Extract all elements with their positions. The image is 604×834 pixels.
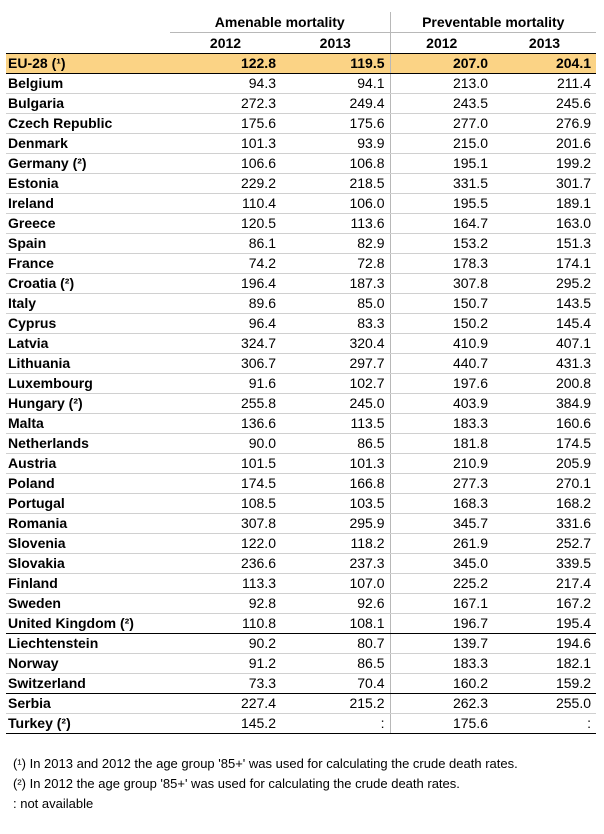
cell-value: 70.4 bbox=[281, 674, 390, 694]
row-label: United Kingdom (²) bbox=[6, 614, 170, 634]
cell-value: 106.8 bbox=[281, 154, 390, 174]
table-row bbox=[6, 314, 596, 334]
cell-value: 210.9 bbox=[390, 454, 493, 474]
cell-value: 243.5 bbox=[390, 94, 493, 114]
row-label: Malta bbox=[6, 414, 170, 434]
cell-value: 237.3 bbox=[281, 554, 390, 574]
cell-value: 168.3 bbox=[390, 494, 493, 514]
cell-value: 295.2 bbox=[493, 274, 596, 294]
table-row bbox=[6, 94, 596, 114]
row-label: Latvia bbox=[6, 334, 170, 354]
cell-value: 307.8 bbox=[170, 514, 281, 534]
row-label: Luxembourg bbox=[6, 374, 170, 394]
cell-value: 301.7 bbox=[493, 174, 596, 194]
row-label: Norway bbox=[6, 654, 170, 674]
cell-value: 211.4 bbox=[493, 74, 596, 94]
cell-value: 217.4 bbox=[493, 574, 596, 594]
cell-value: 183.3 bbox=[390, 654, 493, 674]
table-row bbox=[6, 554, 596, 574]
cell-value: 164.7 bbox=[390, 214, 493, 234]
cell-value: 255.8 bbox=[170, 394, 281, 414]
header-year: 2013 bbox=[281, 33, 390, 54]
cell-value: 189.1 bbox=[493, 194, 596, 214]
row-label: Lithuania bbox=[6, 354, 170, 374]
cell-value: 107.0 bbox=[281, 574, 390, 594]
cell-value: 277.0 bbox=[390, 114, 493, 134]
cell-value: 108.1 bbox=[281, 614, 390, 634]
cell-value: 196.7 bbox=[390, 614, 493, 634]
cell-value: 384.9 bbox=[493, 394, 596, 414]
row-label: Belgium bbox=[6, 74, 170, 94]
table-row bbox=[6, 434, 596, 454]
table-row bbox=[6, 534, 596, 554]
table-row bbox=[6, 694, 596, 714]
row-label: Denmark bbox=[6, 134, 170, 154]
cell-value: 136.6 bbox=[170, 414, 281, 434]
cell-value: 320.4 bbox=[281, 334, 390, 354]
row-label: Poland bbox=[6, 474, 170, 494]
row-label: Switzerland bbox=[6, 674, 170, 694]
cell-value: 187.3 bbox=[281, 274, 390, 294]
cell-value: 174.5 bbox=[493, 434, 596, 454]
header-year: 2012 bbox=[390, 33, 493, 54]
cell-value: 276.9 bbox=[493, 114, 596, 134]
table-row bbox=[6, 354, 596, 374]
cell-value: 331.6 bbox=[493, 514, 596, 534]
cell-value: 261.9 bbox=[390, 534, 493, 554]
table-row bbox=[6, 154, 596, 174]
cell-value: 119.5 bbox=[281, 54, 390, 74]
cell-value: 175.6 bbox=[170, 114, 281, 134]
cell-value: 174.5 bbox=[170, 474, 281, 494]
row-label: Bulgaria bbox=[6, 94, 170, 114]
table-row bbox=[6, 494, 596, 514]
cell-value: 153.2 bbox=[390, 234, 493, 254]
cell-value: 168.2 bbox=[493, 494, 596, 514]
cell-value: 120.5 bbox=[170, 214, 281, 234]
cell-value: 255.0 bbox=[493, 694, 596, 714]
eu-row bbox=[6, 54, 596, 74]
cell-value: 440.7 bbox=[390, 354, 493, 374]
cell-value: 163.0 bbox=[493, 214, 596, 234]
table-row bbox=[6, 654, 596, 674]
row-label: Netherlands bbox=[6, 434, 170, 454]
cell-value: 331.5 bbox=[390, 174, 493, 194]
table-row bbox=[6, 254, 596, 274]
table-body bbox=[6, 54, 596, 734]
cell-value: 236.6 bbox=[170, 554, 281, 574]
cell-value: 139.7 bbox=[390, 634, 493, 654]
row-label: EU-28 (¹) bbox=[6, 54, 170, 74]
cell-value: 90.2 bbox=[170, 634, 281, 654]
cell-value: 160.6 bbox=[493, 414, 596, 434]
cell-value: 270.1 bbox=[493, 474, 596, 494]
cell-value: 122.8 bbox=[170, 54, 281, 74]
cell-value: 181.8 bbox=[390, 434, 493, 454]
header-year: 2013 bbox=[493, 33, 596, 54]
cell-value: 113.6 bbox=[281, 214, 390, 234]
header-year: 2012 bbox=[170, 33, 281, 54]
cell-value: 175.6 bbox=[281, 114, 390, 134]
row-label: Croatia (²) bbox=[6, 274, 170, 294]
cell-value: 196.4 bbox=[170, 274, 281, 294]
cell-value: 101.3 bbox=[281, 454, 390, 474]
cell-value: 205.9 bbox=[493, 454, 596, 474]
cell-value: 297.7 bbox=[281, 354, 390, 374]
cell-value: 96.4 bbox=[170, 314, 281, 334]
table-row bbox=[6, 194, 596, 214]
cell-value: 204.1 bbox=[493, 54, 596, 74]
cell-value: 272.3 bbox=[170, 94, 281, 114]
table-row bbox=[6, 174, 596, 194]
cell-value: 102.7 bbox=[281, 374, 390, 394]
cell-value: 277.3 bbox=[390, 474, 493, 494]
cell-value: 249.4 bbox=[281, 94, 390, 114]
cell-value: 74.2 bbox=[170, 254, 281, 274]
cell-value: 85.0 bbox=[281, 294, 390, 314]
table-row bbox=[6, 514, 596, 534]
cell-value: 199.2 bbox=[493, 154, 596, 174]
cell-value: : bbox=[493, 714, 596, 734]
cell-value: 195.5 bbox=[390, 194, 493, 214]
row-label: Serbia bbox=[6, 694, 170, 714]
row-label: Sweden bbox=[6, 594, 170, 614]
cell-value: 166.8 bbox=[281, 474, 390, 494]
cell-value: 150.7 bbox=[390, 294, 493, 314]
cell-value: 183.3 bbox=[390, 414, 493, 434]
row-label: Cyprus bbox=[6, 314, 170, 334]
header-preventable-mortality: Preventable mortality bbox=[390, 12, 596, 33]
table-row bbox=[6, 674, 596, 694]
cell-value: 83.3 bbox=[281, 314, 390, 334]
cell-value: 403.9 bbox=[390, 394, 493, 414]
cell-value: 72.8 bbox=[281, 254, 390, 274]
cell-value: 108.5 bbox=[170, 494, 281, 514]
cell-value: 86.5 bbox=[281, 654, 390, 674]
cell-value: 410.9 bbox=[390, 334, 493, 354]
row-label: Slovenia bbox=[6, 534, 170, 554]
cell-value: 160.2 bbox=[390, 674, 493, 694]
cell-value: 201.6 bbox=[493, 134, 596, 154]
cell-value: 195.4 bbox=[493, 614, 596, 634]
row-label: Austria bbox=[6, 454, 170, 474]
cell-value: 178.3 bbox=[390, 254, 493, 274]
cell-value: : bbox=[281, 714, 390, 734]
table-row bbox=[6, 614, 596, 634]
table-row bbox=[6, 74, 596, 94]
row-label: Portugal bbox=[6, 494, 170, 514]
mortality-table bbox=[6, 12, 596, 734]
cell-value: 227.4 bbox=[170, 694, 281, 714]
cell-value: 218.5 bbox=[281, 174, 390, 194]
cell-value: 167.2 bbox=[493, 594, 596, 614]
header-amenable-mortality: Amenable mortality bbox=[170, 12, 390, 33]
cell-value: 339.5 bbox=[493, 554, 596, 574]
table-row bbox=[6, 114, 596, 134]
table-row bbox=[6, 134, 596, 154]
cell-value: 110.4 bbox=[170, 194, 281, 214]
cell-value: 103.5 bbox=[281, 494, 390, 514]
cell-value: 113.3 bbox=[170, 574, 281, 594]
cell-value: 150.2 bbox=[390, 314, 493, 334]
table-row bbox=[6, 414, 596, 434]
cell-value: 145.4 bbox=[493, 314, 596, 334]
table-row bbox=[6, 334, 596, 354]
cell-value: 324.7 bbox=[170, 334, 281, 354]
cell-value: 167.1 bbox=[390, 594, 493, 614]
cell-value: 174.1 bbox=[493, 254, 596, 274]
table-row bbox=[6, 634, 596, 654]
cell-value: 245.6 bbox=[493, 94, 596, 114]
row-label: Slovakia bbox=[6, 554, 170, 574]
footnotes bbox=[13, 754, 593, 814]
cell-value: 307.8 bbox=[390, 274, 493, 294]
cell-value: 80.7 bbox=[281, 634, 390, 654]
table-header bbox=[6, 12, 596, 54]
cell-value: 197.6 bbox=[390, 374, 493, 394]
cell-value: 245.0 bbox=[281, 394, 390, 414]
table-row bbox=[6, 474, 596, 494]
table-row bbox=[6, 374, 596, 394]
table-row bbox=[6, 454, 596, 474]
cell-value: 90.0 bbox=[170, 434, 281, 454]
cell-value: 122.0 bbox=[170, 534, 281, 554]
table-row bbox=[6, 574, 596, 594]
header-blank bbox=[6, 12, 170, 33]
table-row bbox=[6, 394, 596, 414]
table-row bbox=[6, 214, 596, 234]
cell-value: 159.2 bbox=[493, 674, 596, 694]
cell-value: 213.0 bbox=[390, 74, 493, 94]
cell-value: 145.2 bbox=[170, 714, 281, 734]
cell-value: 407.1 bbox=[493, 334, 596, 354]
cell-value: 262.3 bbox=[390, 694, 493, 714]
cell-value: 73.3 bbox=[170, 674, 281, 694]
footnote-2: (²) In 2012 the age group '85+' was used for calculating the crude death rates. bbox=[13, 776, 460, 791]
cell-value: 151.3 bbox=[493, 234, 596, 254]
row-label: Estonia bbox=[6, 174, 170, 194]
table-row bbox=[6, 714, 596, 734]
row-label: Finland bbox=[6, 574, 170, 594]
cell-value: 106.0 bbox=[281, 194, 390, 214]
cell-value: 252.7 bbox=[493, 534, 596, 554]
cell-value: 345.7 bbox=[390, 514, 493, 534]
cell-value: 92.6 bbox=[281, 594, 390, 614]
row-label: Italy bbox=[6, 294, 170, 314]
cell-value: 194.6 bbox=[493, 634, 596, 654]
footnote-1: (¹) In 2013 and 2012 the age group '85+' was used for calculating the crude death rates. bbox=[13, 756, 518, 771]
cell-value: 106.6 bbox=[170, 154, 281, 174]
row-label: Turkey (²) bbox=[6, 714, 170, 734]
row-label: Greece bbox=[6, 214, 170, 234]
row-label: Spain bbox=[6, 234, 170, 254]
cell-value: 229.2 bbox=[170, 174, 281, 194]
row-label: Ireland bbox=[6, 194, 170, 214]
cell-value: 113.5 bbox=[281, 414, 390, 434]
cell-value: 431.3 bbox=[493, 354, 596, 374]
cell-value: 175.6 bbox=[390, 714, 493, 734]
table-row bbox=[6, 294, 596, 314]
table-row bbox=[6, 274, 596, 294]
row-label: Hungary (²) bbox=[6, 394, 170, 414]
row-label: Liechtenstein bbox=[6, 634, 170, 654]
cell-value: 195.1 bbox=[390, 154, 493, 174]
row-label: Czech Republic bbox=[6, 114, 170, 134]
cell-value: 101.3 bbox=[170, 134, 281, 154]
row-label: France bbox=[6, 254, 170, 274]
cell-value: 94.1 bbox=[281, 74, 390, 94]
cell-value: 200.8 bbox=[493, 374, 596, 394]
cell-value: 182.1 bbox=[493, 654, 596, 674]
cell-value: 306.7 bbox=[170, 354, 281, 374]
cell-value: 110.8 bbox=[170, 614, 281, 634]
cell-value: 118.2 bbox=[281, 534, 390, 554]
cell-value: 101.5 bbox=[170, 454, 281, 474]
cell-value: 82.9 bbox=[281, 234, 390, 254]
cell-value: 143.5 bbox=[493, 294, 596, 314]
cell-value: 86.5 bbox=[281, 434, 390, 454]
cell-value: 91.6 bbox=[170, 374, 281, 394]
cell-value: 89.6 bbox=[170, 294, 281, 314]
cell-value: 86.1 bbox=[170, 234, 281, 254]
cell-value: 94.3 bbox=[170, 74, 281, 94]
row-label: Germany (²) bbox=[6, 154, 170, 174]
header-blank-year bbox=[6, 33, 170, 54]
table-row bbox=[6, 594, 596, 614]
cell-value: 295.9 bbox=[281, 514, 390, 534]
cell-value: 92.8 bbox=[170, 594, 281, 614]
cell-value: 215.0 bbox=[390, 134, 493, 154]
row-label: Romania bbox=[6, 514, 170, 534]
cell-value: 93.9 bbox=[281, 134, 390, 154]
table-row bbox=[6, 234, 596, 254]
cell-value: 91.2 bbox=[170, 654, 281, 674]
footnote-not-available: : not available bbox=[13, 796, 94, 811]
cell-value: 345.0 bbox=[390, 554, 493, 574]
cell-value: 207.0 bbox=[390, 54, 493, 74]
cell-value: 215.2 bbox=[281, 694, 390, 714]
cell-value: 225.2 bbox=[390, 574, 493, 594]
